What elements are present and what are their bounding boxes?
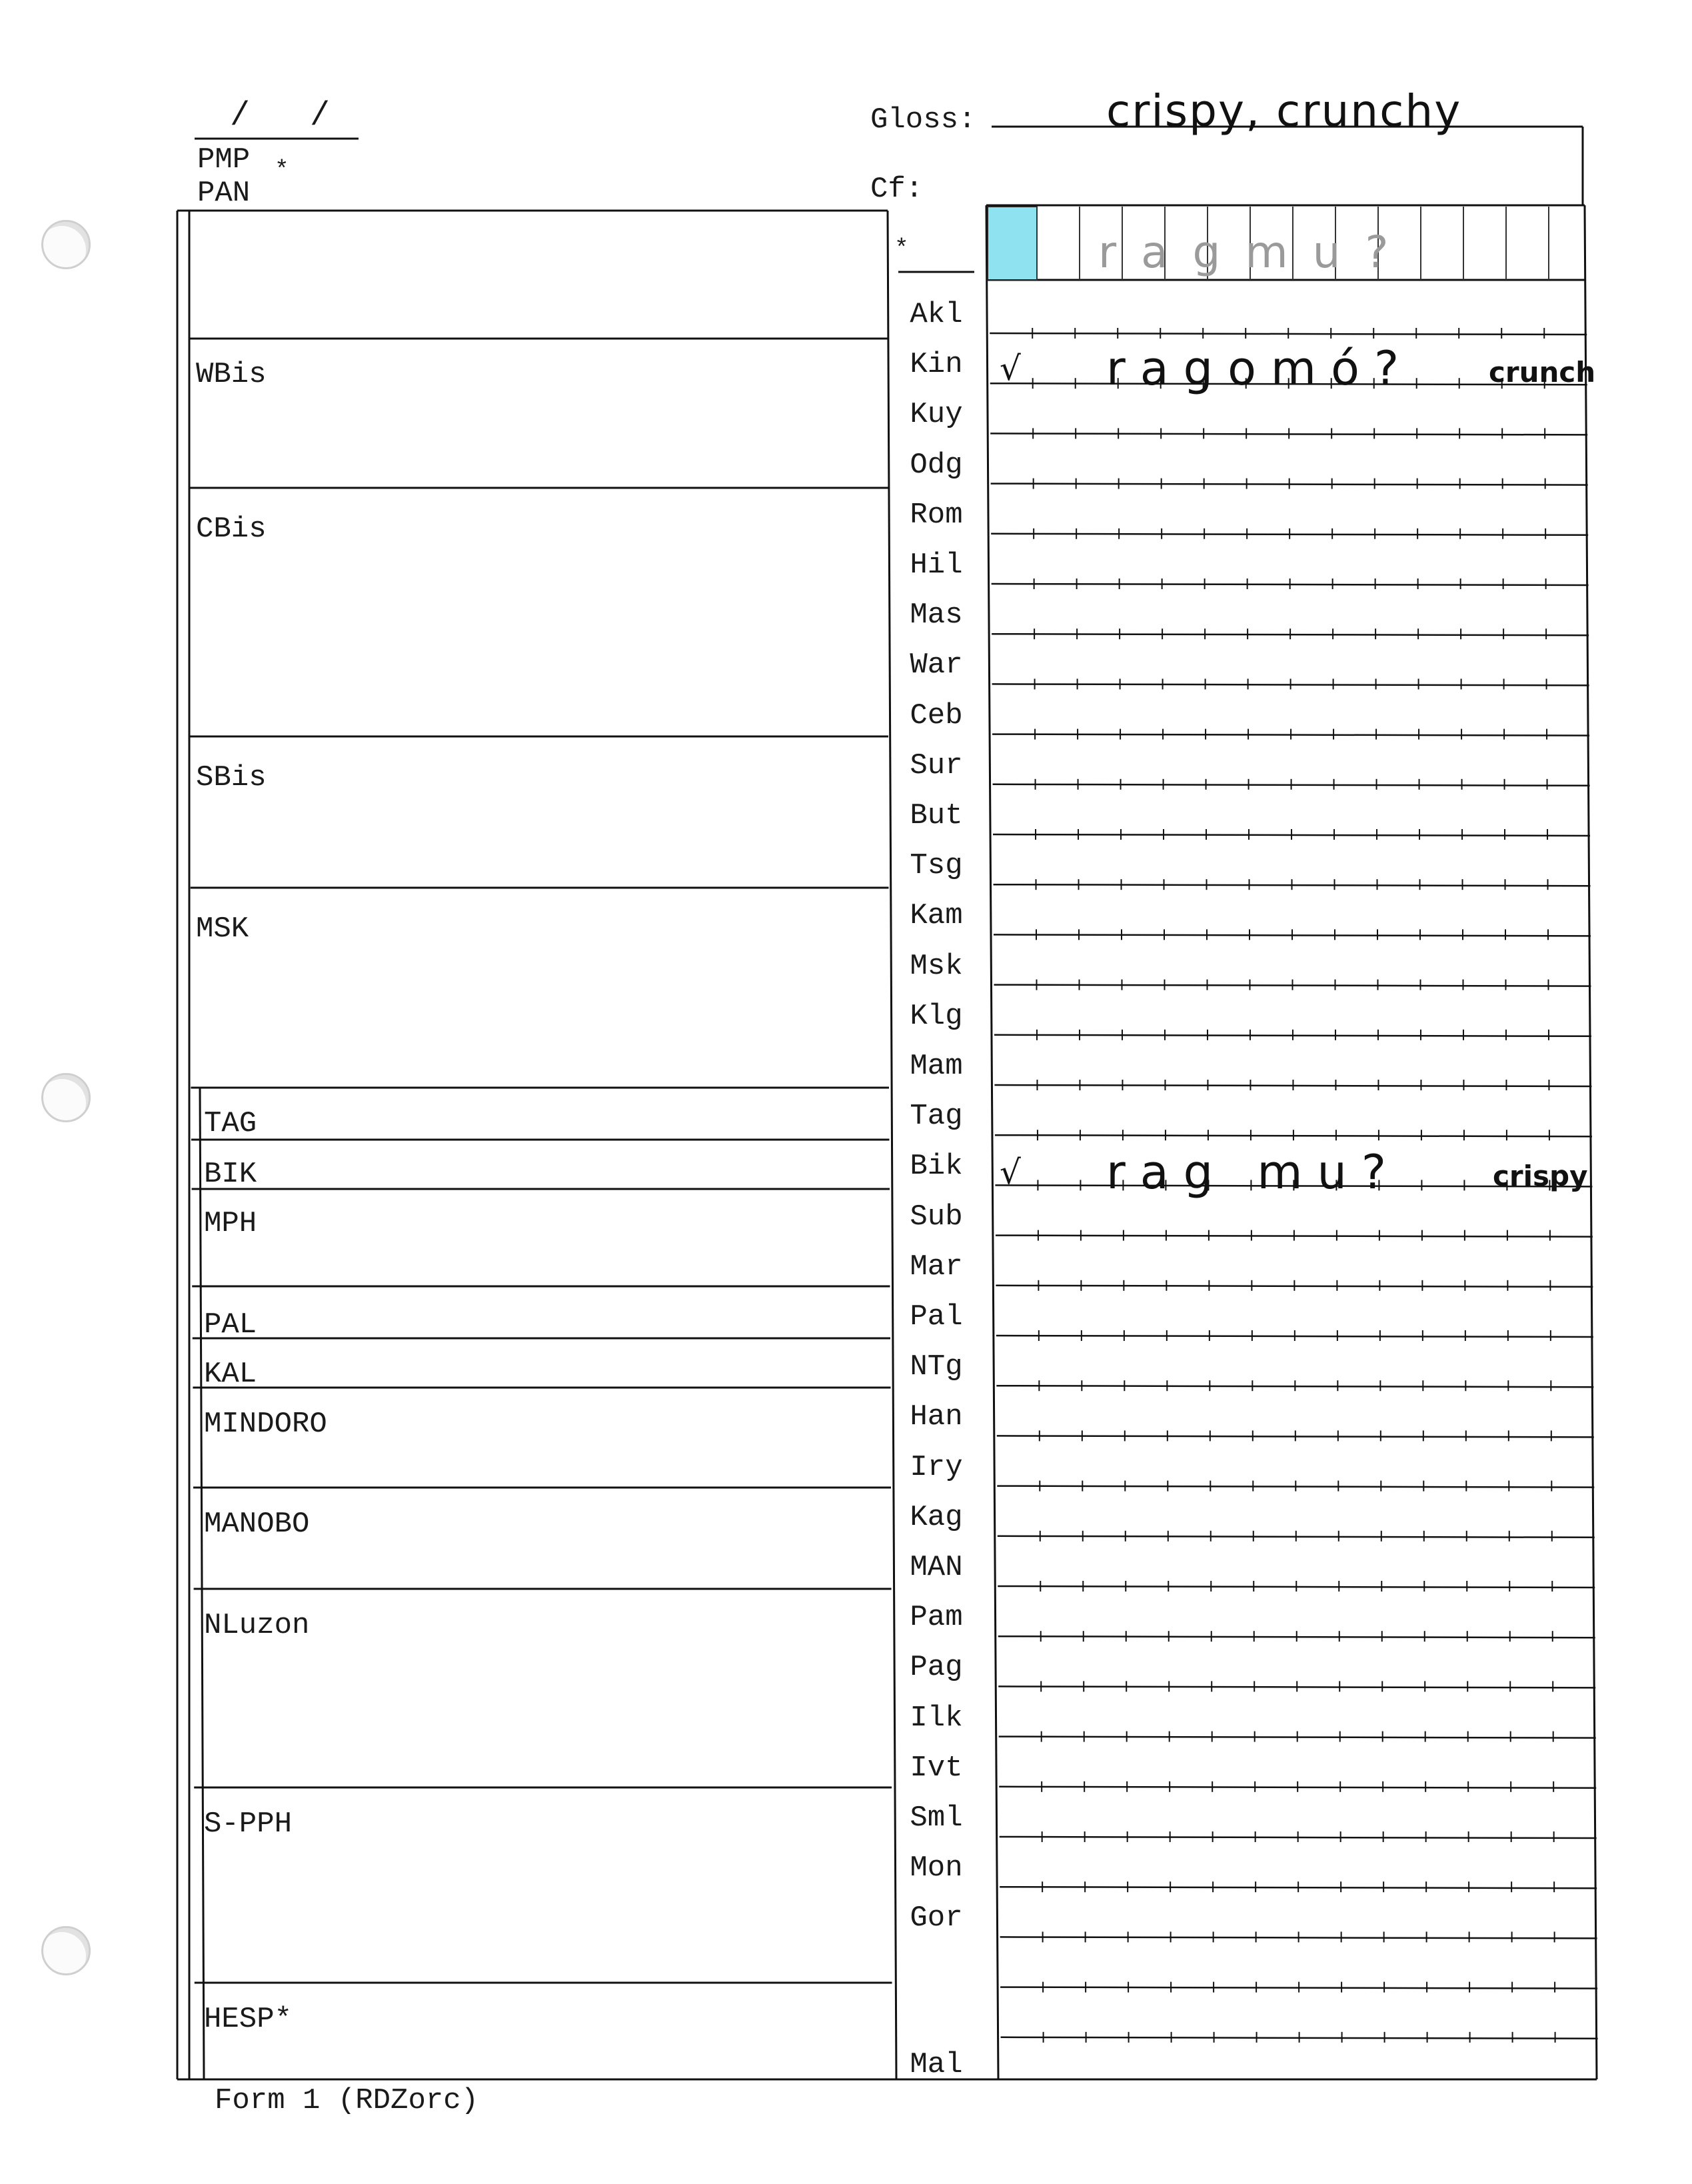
language-label-kin: Kin: [910, 348, 963, 382]
language-label-tag: Tag: [910, 1100, 963, 1134]
language-label-mon: Mon: [910, 1851, 963, 1885]
group-label-cbis: CBis: [196, 513, 267, 546]
language-label-msk: Msk: [910, 949, 963, 983]
kin-check-mark: √: [1000, 349, 1021, 388]
language-label-pam: Pam: [910, 1601, 963, 1635]
language-label-mar: Mar: [910, 1250, 963, 1284]
kin-gloss: crunch: [1489, 356, 1596, 389]
group-label-wbis: WBis: [196, 358, 267, 391]
group-label-bik: BIK: [204, 1158, 257, 1191]
gloss-label: Gloss:: [870, 103, 976, 137]
group-label-mph: MPH: [204, 1207, 257, 1240]
language-label-war: War: [910, 648, 963, 682]
group-label-pal: PAL: [204, 1308, 257, 1342]
language-label-odg: Odg: [910, 448, 963, 482]
language-label-kam: Kam: [910, 899, 963, 933]
language-label-ilk: Ilk: [910, 1701, 963, 1735]
bik-gloss: crispy: [1493, 1160, 1588, 1192]
language-label-ceb: Ceb: [910, 698, 963, 732]
gloss-value: crispy, crunchy: [1106, 85, 1462, 137]
language-label-tsg: Tsg: [910, 849, 963, 883]
language-label-kag: Kag: [910, 1500, 963, 1534]
language-label-bik: Bik: [910, 1150, 963, 1184]
kin-form: ragomó?: [1106, 341, 1414, 396]
language-label-kuy: Kuy: [910, 398, 963, 432]
language-label-sur: Sur: [910, 748, 963, 782]
pan-asterisk: *: [275, 157, 289, 184]
group-label-s-pph: S-PPH: [204, 1807, 293, 1841]
language-label-man: MAN: [910, 1551, 963, 1584]
language-label-sml: Sml: [910, 1801, 963, 1835]
group-label-hesp-: HESP*: [204, 2003, 293, 2036]
language-label-but: But: [910, 799, 963, 832]
group-label-nluzon: NLuzon: [204, 1609, 310, 1642]
group-label-sbis: SBis: [196, 761, 267, 794]
form-label: Form 1 (RDZorc): [215, 2084, 479, 2117]
language-label-iry: Iry: [910, 1450, 963, 1484]
group-label-tag: TAG: [204, 1107, 257, 1140]
language-label-ivt: Ivt: [910, 1751, 963, 1785]
group-label-manobo: MANOBO: [204, 1508, 310, 1541]
bik-check-mark: √: [1000, 1153, 1021, 1192]
group-label-mindoro: MINDORO: [204, 1408, 327, 1441]
language-label-mas: Mas: [910, 598, 963, 632]
pmp-label: PMP: [197, 143, 251, 177]
group-label-msk: MSK: [196, 912, 249, 946]
language-label-klg: Klg: [910, 999, 963, 1033]
language-label-sub: Sub: [910, 1200, 963, 1234]
bik-form: rag mu?: [1106, 1145, 1401, 1200]
language-label-han: Han: [910, 1400, 963, 1434]
language-label-hil: Hil: [910, 548, 963, 582]
language-label-akl: Akl: [910, 298, 963, 331]
language-label-pag: Pag: [910, 1651, 963, 1685]
language-label-mal: Mal: [910, 2048, 963, 2081]
language-label-gor: Gor: [910, 1901, 963, 1935]
date-slashes: / /: [230, 97, 351, 135]
group-label-kal: KAL: [204, 1358, 257, 1391]
language-label-rom: Rom: [910, 498, 963, 532]
language-label-mam: Mam: [910, 1050, 963, 1083]
pan-label: PAN: [197, 177, 251, 210]
reconstruction-letters: r a g m u ?: [1098, 227, 1394, 278]
cf-label: Cf:: [870, 173, 924, 206]
language-label-pal: Pal: [910, 1300, 963, 1334]
reconstruction-asterisk: *: [894, 235, 909, 263]
language-label-ntg: NTg: [910, 1350, 963, 1384]
